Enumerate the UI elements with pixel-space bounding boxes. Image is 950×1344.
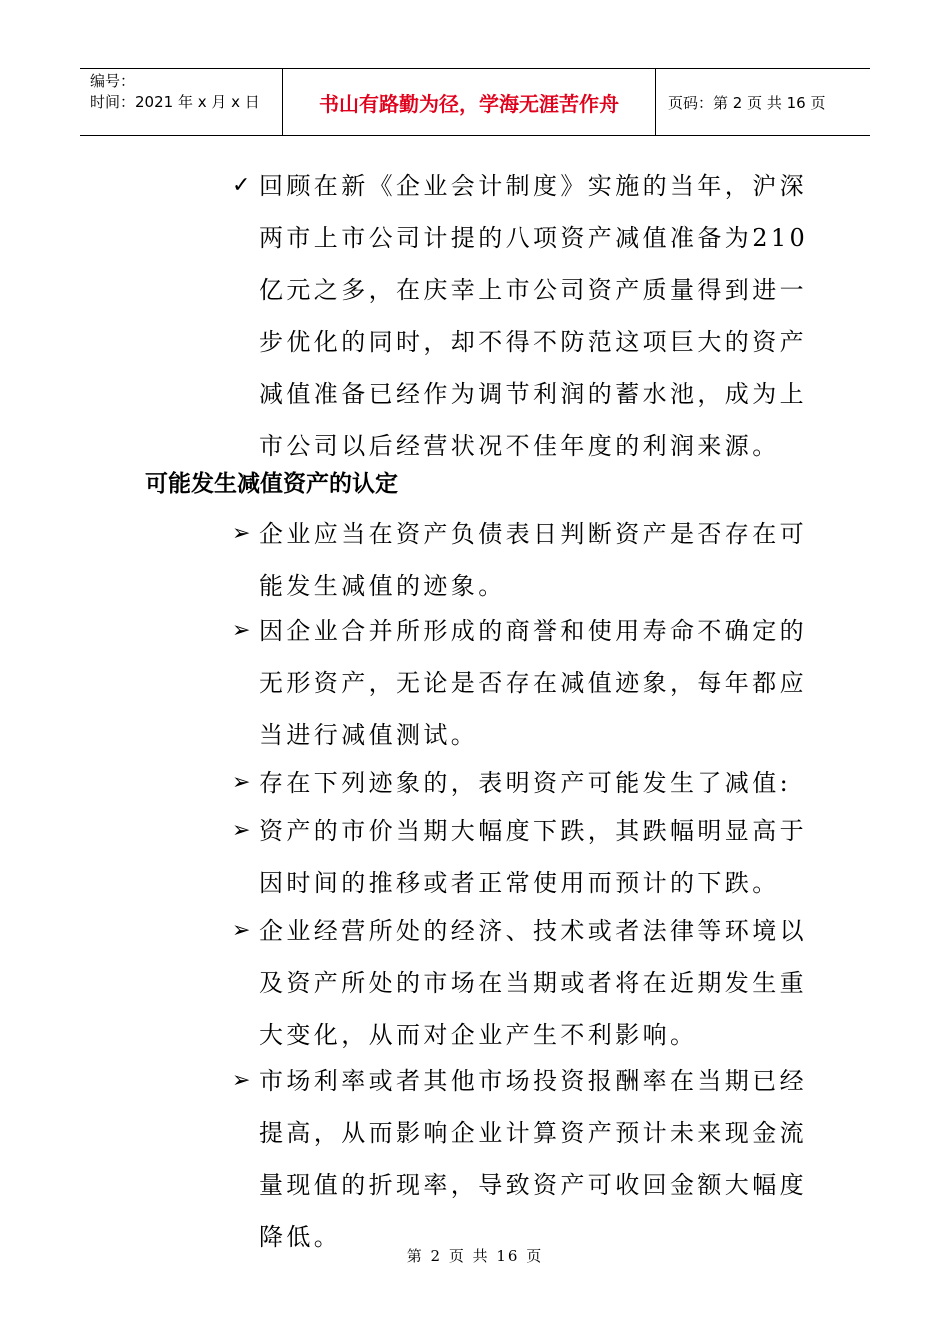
section-heading: 可能发生减值资产的认定	[145, 471, 398, 497]
arrow-bullet-icon: ➢	[232, 521, 251, 546]
arrow-bullet-icon: ➢	[232, 618, 251, 643]
header-motto: 书山有路勤为径，学海无涯苦作舟	[283, 69, 656, 135]
arrow-bullet-icon: ➢	[232, 1068, 251, 1093]
header-page-info: 页码：第 2 页 共 16 页	[668, 93, 826, 112]
list-item	[232, 508, 810, 612]
number-label: 编号：	[90, 72, 136, 90]
list-item	[232, 757, 810, 809]
list-item-text: 市场利率或者其他市场投资报酬率在当期已经提高，从而影响企业计算资产预计未来现金流量现值的折现率，导致资产可收回金额大幅度降低。	[259, 1067, 807, 1251]
list-item-text: 资产的市价当期大幅度下跌，其跌幅明显高于因时间的推移或者正常使用而预计的下跌。	[259, 817, 807, 897]
intro-item	[232, 160, 810, 472]
arrow-bullet-icon: ➢	[232, 818, 251, 843]
list-item	[232, 605, 810, 761]
page-header	[80, 68, 870, 136]
list-item-text: 企业应当在资产负债表日判断资产是否存在可能发生减值的迹象。	[259, 520, 807, 600]
date-label: 时间：2021 年 x 月 x 日	[90, 93, 260, 111]
list-item	[232, 905, 810, 1061]
arrow-bullet-icon: ➢	[232, 918, 251, 943]
arrow-bullet-icon: ➢	[232, 770, 251, 795]
intro-text: 回顾在新《企业会计制度》实施的当年，沪深两市上市公司计提的八项资产减值准备为210亿元之多，在庆幸上市公司资产质量得到进一步优化的同时，却不得不防范这项巨大的资产减值准备已经作为调节利润的蓄水池，成为上市公司以后经营状况不佳年度的利润来源。	[259, 172, 809, 460]
list-item	[232, 1055, 810, 1251]
page-footer: 第 2 页 共 16 页	[406, 1247, 544, 1265]
list-item	[232, 805, 810, 909]
list-item-text: 因企业合并所形成的商誉和使用寿命不确定的无形资产，无论是否存在减值迹象，每年都应当进行减值测试。	[259, 617, 807, 749]
list-item-text: 企业经营所处的经济、技术或者法律等环境以及资产所处的市场在当期或者将在近期发生重大变化，从而对企业产生不利影响。	[259, 917, 807, 1049]
list-item-text: 存在下列迹象的，表明资产可能发生了减值:	[259, 769, 792, 797]
header-meta	[80, 69, 283, 135]
checkmark-icon: ✓	[232, 173, 251, 198]
